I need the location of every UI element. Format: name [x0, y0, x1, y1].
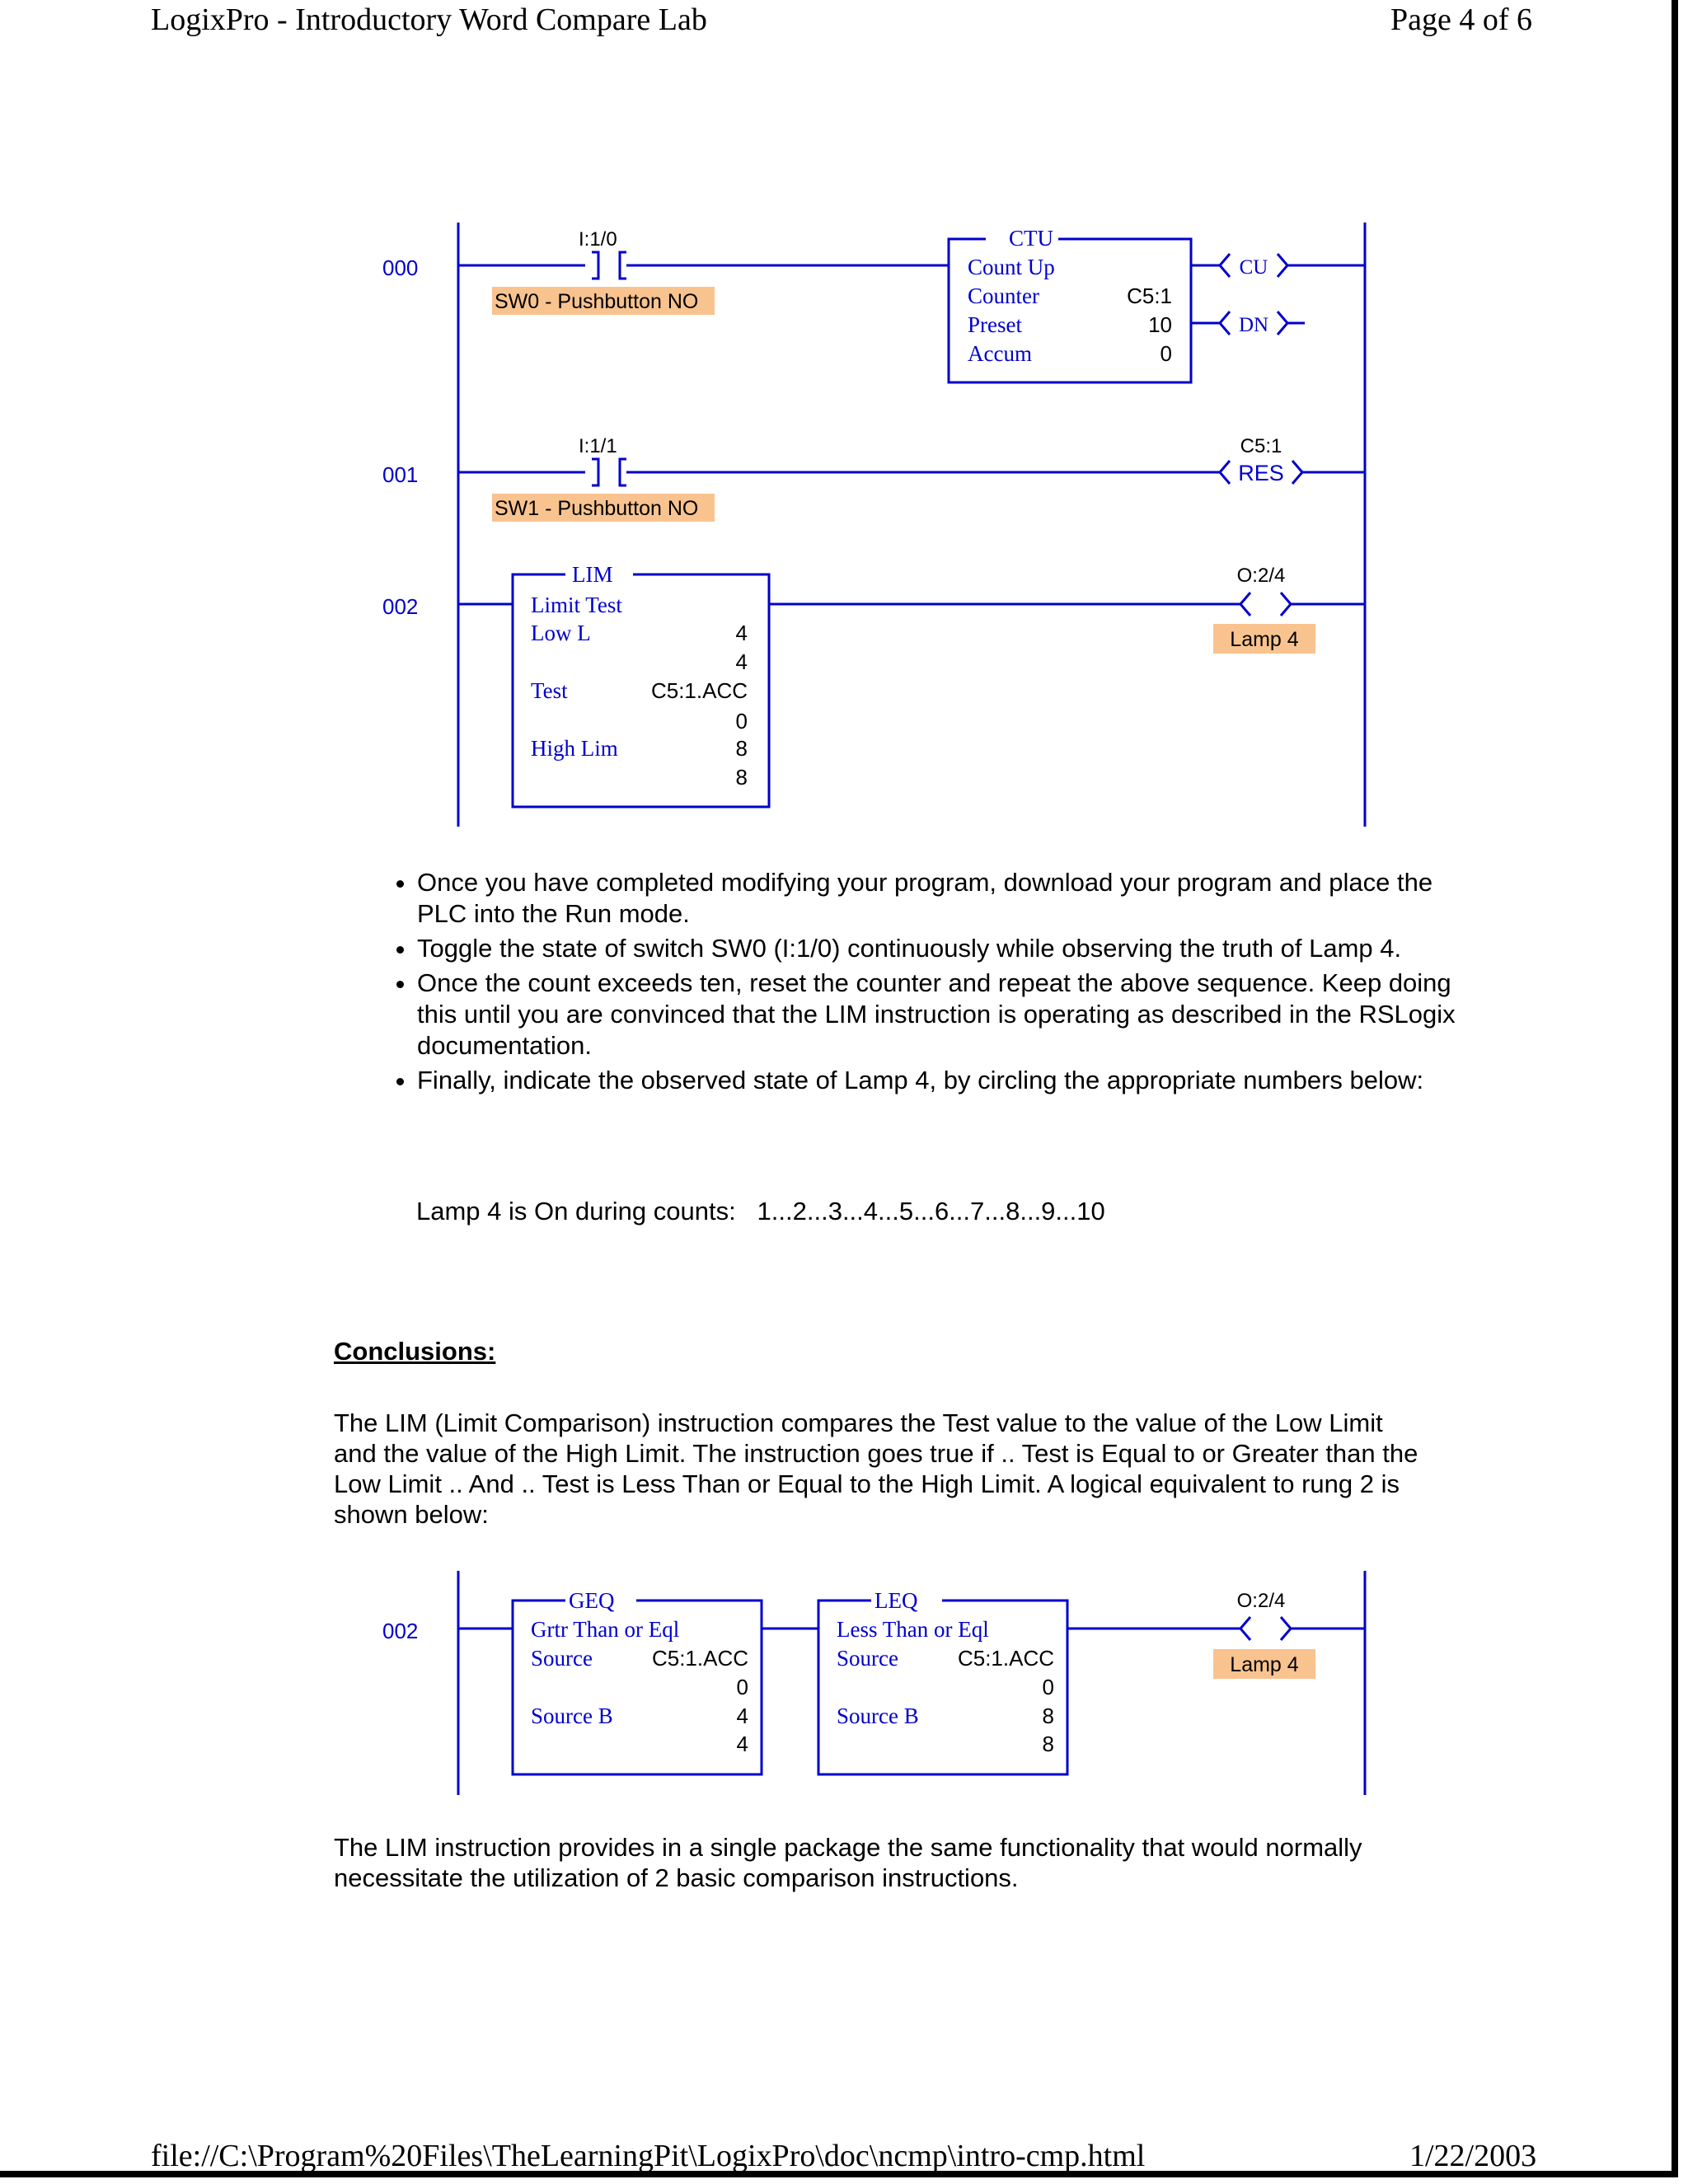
res-coil-label: RES [1238, 461, 1284, 485]
leq-source-value: C5:1.ACC [957, 1646, 1054, 1671]
contact-address-i10: I:1/0 [579, 228, 617, 251]
cu-coil-label: CU [1239, 256, 1268, 279]
conclusions-heading: Conclusions: [334, 1337, 496, 1366]
rung-number-002-equivalent: 002 [382, 1619, 419, 1643]
lim-desc: Limit Test [531, 593, 622, 617]
ctu-desc: Count Up [968, 255, 1055, 279]
list-item: • Once you have completed modifying your program, download your program and place the PLC into the Run mode. [417, 867, 1456, 930]
lim-title: LIM [572, 562, 613, 587]
list-item: • Finally, indicate the observed state of Lamp 4, by circling the appropriate numbers below: [417, 1065, 1456, 1096]
leq-sourceb-value: 8 [1042, 1704, 1054, 1728]
lim-high-value-2: 8 [735, 765, 748, 790]
geq-sourceb-label: Source B [531, 1704, 613, 1728]
list-item: • Once the count exceeds ten, reset the counter and repeat the above sequence. Keep doing this until you are convinced that the LIM instruction is operating as described in the RSLogix documentation. [417, 968, 1456, 1062]
header-title: LogixPro - Introductory Word Compare Lab [151, 2, 707, 37]
list-item: • Toggle the state of switch SW0 (I:1/0) continuously while observing the truth of Lamp 4. [417, 933, 1456, 964]
lim-test-label: Test [531, 678, 568, 703]
leq-sourceb-label: Source B [837, 1704, 919, 1728]
leq-sourceb-value-2: 8 [1042, 1732, 1054, 1756]
lim-test-value: C5:1.ACC [650, 678, 748, 703]
ctu-preset-label: Preset [968, 312, 1022, 337]
geq-source-value-2: 0 [736, 1675, 748, 1699]
lim-test-value-2: 0 [735, 709, 748, 733]
sw0-label: SW0 - Pushbutton NO [495, 290, 699, 313]
ctu-accum-label: Accum [968, 341, 1032, 366]
ctu-counter-value: C5:1 [1127, 284, 1172, 308]
footer-file-path: file://C:\Program%20Files\TheLearningPit\LogixPro\doc\ncmp\intro-cmp.html [151, 2139, 1146, 2173]
sw1-label: SW1 - Pushbutton NO [495, 497, 699, 520]
ctu-counter-label: Counter [968, 284, 1039, 308]
lamp4-label-2: Lamp 4 [1230, 1653, 1299, 1676]
geq-sourceb-value: 4 [736, 1704, 748, 1728]
leq-source-label: Source [837, 1646, 898, 1671]
leq-desc: Less Than or Eql [837, 1617, 989, 1642]
ctu-preset-value: 10 [1148, 312, 1172, 337]
rung-number-000: 000 [382, 255, 419, 280]
footer-date: 1/22/2003 [1409, 2139, 1537, 2173]
lim-low-label: Low L [531, 621, 591, 645]
lim-high-label: High Lim [531, 736, 618, 761]
leq-title: LEQ [874, 1588, 918, 1613]
header-page-number: Page 4 of 6 [1390, 2, 1533, 37]
conclusions-paragraph-1: The LIM (Limit Comparison) instruction compares the Test value to the value of the Low Limit and the value of the High Limit. The instruction goes true if .. Test is Equal to or Greater than the Low Limit .. And .. Test is Less Than or Equal to the High Limit. A logical equivalent to rung 2 is shown below: [334, 1408, 1418, 1529]
ctu-accum-value: 0 [1160, 341, 1172, 366]
geq-source-value: C5:1.ACC [651, 1646, 748, 1671]
ctu-title: CTU [1009, 226, 1053, 251]
lim-high-value: 8 [735, 736, 748, 761]
contact-address-i11: I:1/1 [579, 435, 617, 457]
lim-low-value-2: 4 [735, 649, 748, 674]
geq-source-label: Source [531, 1646, 593, 1671]
conclusions-paragraph-2: The LIM instruction provides in a single package the same functionality that would normally necessitate the utilization of 2 basic comparison instructions. [334, 1833, 1362, 1892]
lamp4-coil-address-2: O:2/4 [1236, 1590, 1286, 1612]
lamp4-coil-address: O:2/4 [1236, 565, 1286, 587]
lim-low-value: 4 [735, 621, 748, 645]
lamp-counts-line: Lamp 4 is On during counts: 1...2...3...4...5...6...7...8...9...10 [416, 1197, 1105, 1226]
rung-number-002: 002 [382, 594, 419, 619]
geq-sourceb-value-2: 4 [736, 1732, 748, 1756]
res-coil-address: C5:1 [1240, 435, 1282, 457]
geq-desc: Grtr Than or Eql [531, 1617, 680, 1642]
rung-number-001: 001 [382, 462, 419, 487]
lamp4-label: Lamp 4 [1230, 628, 1299, 651]
dn-coil-label: DN [1238, 314, 1269, 336]
geq-title: GEQ [569, 1588, 615, 1613]
leq-source-value-2: 0 [1042, 1675, 1054, 1699]
